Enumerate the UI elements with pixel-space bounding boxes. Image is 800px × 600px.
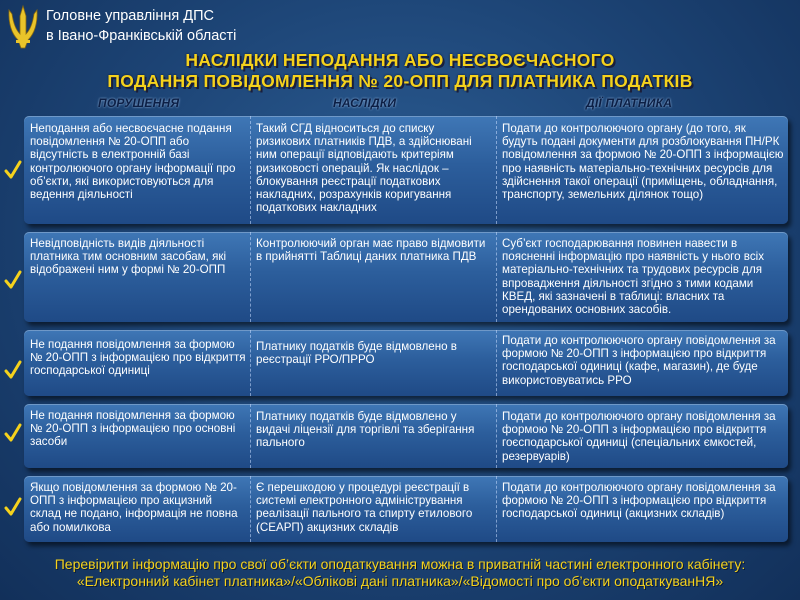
table-row bbox=[24, 404, 788, 468]
column-header-consequences: НАСЛІДКИ bbox=[333, 96, 397, 110]
violation-cell: Якщо повідомлення за формою № 20-ОПП з інформацією про акцизний склад не подано, інформація не повна або помилкова bbox=[30, 481, 238, 534]
consequence-cell: Такий СГД відноситься до списку ризикових платників ПДВ, а здійснювані ним операції відповідають критеріям ризиковості операцій. Як наслідок – блокування реєстрації податкових накладних, розрахунків коригування податкових накладних bbox=[256, 122, 472, 215]
column-divider bbox=[496, 232, 498, 322]
table-row bbox=[24, 116, 788, 224]
action-cell: Суб’єкт господарювання повинен навести в поясненні інформацію про наявність у нього всіх матеріально-технічних та трудових ресурсів для впровадження діяльності згідно з тими кодами КВЕД, які зазначені в таблиці: власних та орендованих основних засобів. bbox=[502, 237, 764, 317]
action-cell: Подати до контролюючого органу повідомлення за формою № 20-ОПП з інформацією про відкриття господарської одиниці (акцизних складів) bbox=[502, 481, 776, 521]
consequence-cell: Платнику податків буде відмовлено в реєстрації РРО/ПРРО bbox=[256, 340, 457, 367]
header bbox=[0, 0, 800, 52]
column-divider bbox=[250, 116, 252, 224]
column-header-actions: ДІЇ ПЛАТНИКА bbox=[586, 96, 673, 110]
checkmark-icon bbox=[4, 423, 22, 443]
action-cell: Подати до контролюючого органу повідомлення за формою № 20-ОПП з інформацією про відкриття гоєсподарської одиниці (спеціальних ємкостей, резервуарів) bbox=[502, 410, 776, 463]
org-line-1: Головне управління ДПС bbox=[46, 8, 215, 24]
column-divider bbox=[250, 476, 252, 542]
violation-cell: Невідповідність видів діяльності платника тим основним засобам, які відображені ним у формі № 20-ОПП bbox=[30, 237, 227, 277]
column-divider bbox=[496, 116, 498, 224]
checkmark-icon bbox=[4, 497, 22, 517]
checkmark-icon bbox=[4, 360, 22, 380]
column-header-violations: ПОРУШЕННЯ bbox=[98, 96, 180, 110]
violation-cell: Не подання повідомлення за формою № 20-ОПП з інформацією про відкриття господарської одиниці bbox=[30, 338, 246, 378]
org-line-2: в Івано-Франківській області bbox=[46, 28, 237, 44]
violation-cell: Неподання або несвоєчасне подання повідомлення № 20-ОПП або відсутність в електронній базі контролюючого органу інформації про об’єкти, які використовуються для ведення діяльності bbox=[30, 122, 236, 202]
column-divider bbox=[496, 404, 498, 468]
checkmark-icon bbox=[4, 160, 22, 180]
action-cell: Подати до контролюючого органу повідомлення за формою № 20-ОПП з інформацією про відкриття господарської одиниці (кафе, магазин), де буде використовуватись РРО bbox=[502, 334, 776, 387]
table-row bbox=[24, 232, 788, 322]
action-cell: Подати до контролюючого органу (до того, як будуть подані документи для розблокування ПН/РК повідомлення за формою № 20-ОПП з інформацією про наявність матеріально-технічних ресурсів для здійснення такої операції (приміщень, обладнання, транспорту, земельних ділянок тощо) bbox=[502, 122, 784, 202]
column-divider bbox=[250, 232, 252, 322]
column-divider bbox=[496, 330, 498, 396]
trident-emblem-icon bbox=[4, 4, 42, 50]
column-divider bbox=[250, 330, 252, 396]
page-title-line-2: ПОДАННЯ ПОВІДОМЛЕННЯ № 20-ОПП ДЛЯ ПЛАТНИКА ПОДАТКІВ bbox=[107, 71, 693, 91]
consequence-cell: Є перешкодою у процедурі реєстрації в системі електронного адміністрування реалізації пального та спирту етилового (СЕАРП) акцизних складів bbox=[256, 481, 473, 534]
table-row bbox=[24, 330, 788, 396]
footer-note-line-1: Перевірити інформацію про свої об’єкти оподаткування можна в приватній частині електронного кабінету: bbox=[54, 556, 746, 572]
column-divider bbox=[250, 404, 252, 468]
table-row bbox=[24, 476, 788, 542]
footer-note-line-2: «Електронний кабінет платника»/«Облікові дані платника»/«Відомості про об’єкти оподаткуванНЯ» bbox=[76, 573, 724, 589]
organization-name bbox=[46, 6, 236, 46]
page-title-line-1: НАСЛІДКИ НЕПОДАННЯ АБО НЕСВОЄЧАСНОГО bbox=[185, 50, 615, 70]
column-divider bbox=[496, 476, 498, 542]
violation-cell: Не подання повідомлення за формою № 20-ОПП з інформацією про основні засоби bbox=[30, 409, 236, 449]
consequence-cell: Платнику податків буде відмовлено у видачі ліцензії для торгівлі та зберігання пального bbox=[256, 410, 475, 450]
consequence-cell: Контролюючий орган має право відмовити в прийнятті Таблиці даних платника ПДВ bbox=[256, 237, 486, 264]
checkmark-icon bbox=[4, 270, 22, 290]
